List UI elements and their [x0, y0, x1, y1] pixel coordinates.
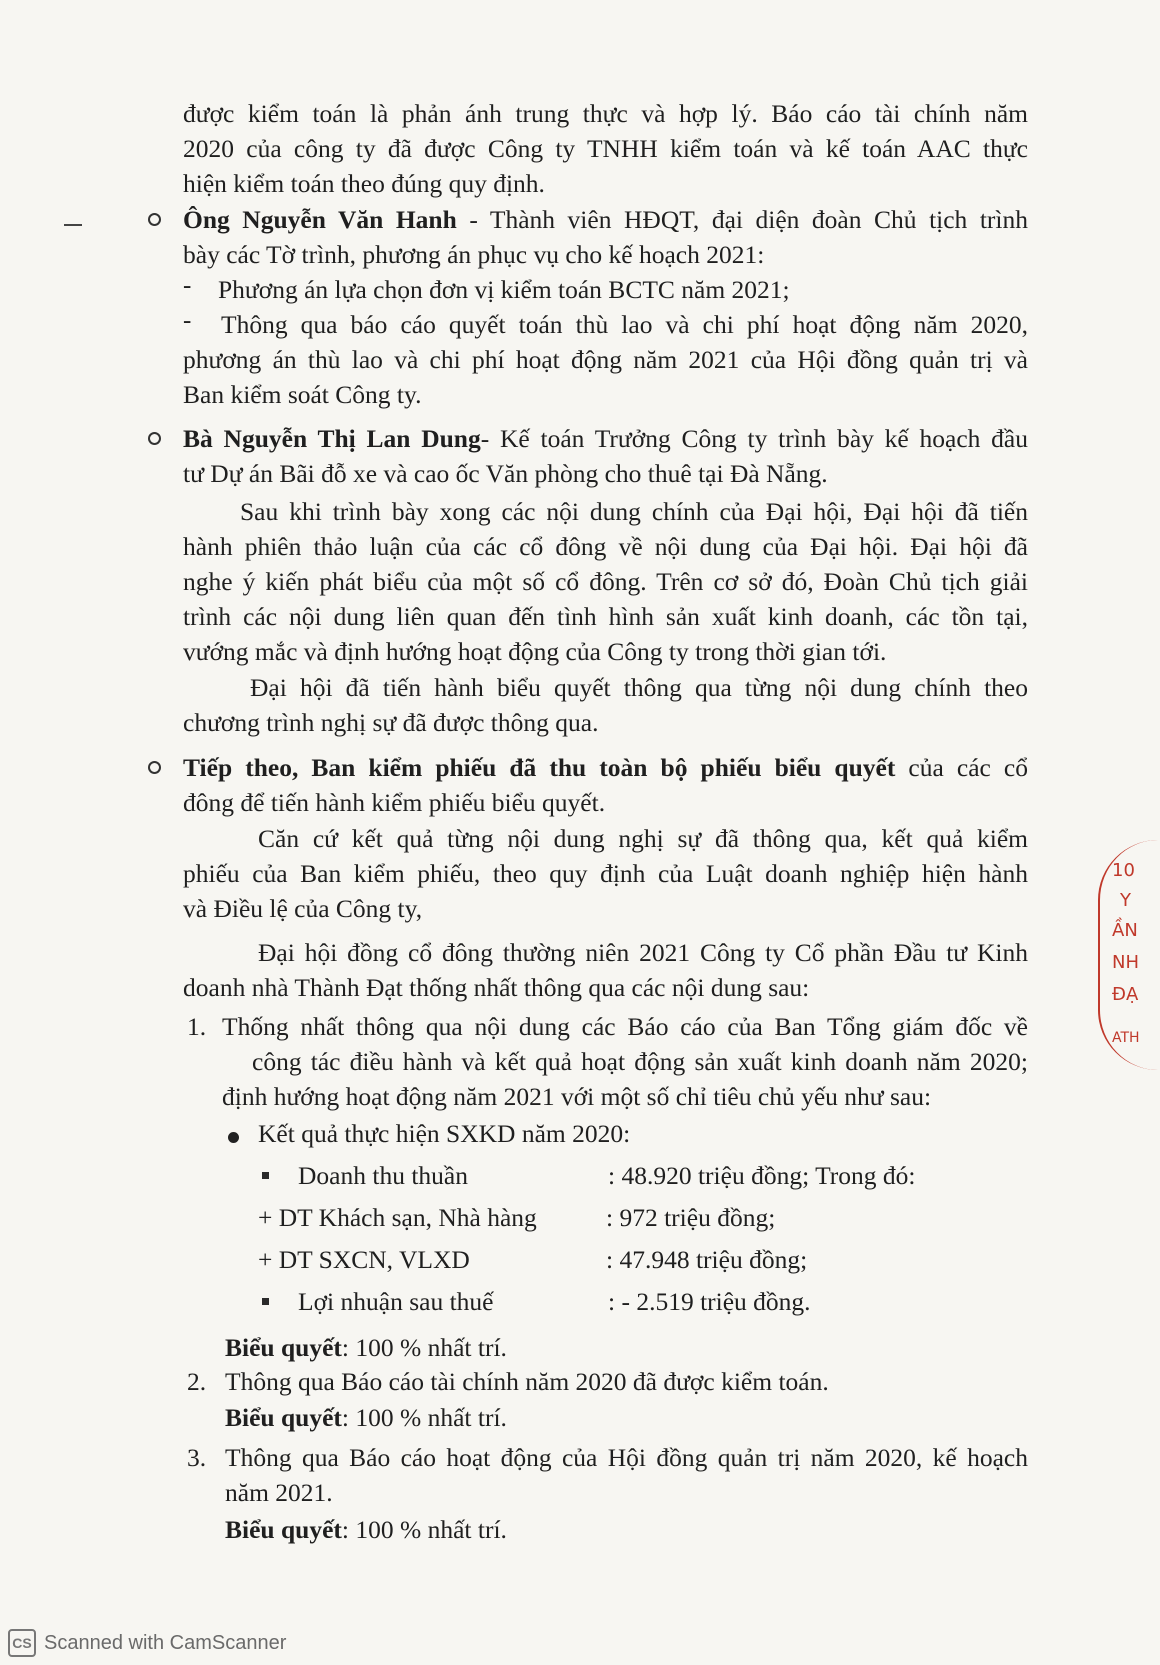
bullet-icon [148, 761, 161, 774]
vote-label: Biểu quyết [225, 1403, 342, 1432]
paragraph-line: Đại hội đã tiến hành biểu quyết thông qua từng nội dung chính theo [250, 673, 1028, 702]
vote-result [225, 1330, 507, 1365]
square-bullet-icon [262, 1298, 269, 1305]
dash-item: Thông qua báo cáo quyết toán thù lao và chi phí hoạt động năm 2020, [221, 310, 1028, 339]
vote-text: : 100 % nhất trí. [341, 1515, 507, 1544]
paragraph-line: Ban kiểm soát Công ty. [183, 380, 422, 409]
bullet-icon [148, 432, 161, 445]
results-heading: Kết quả thực hiện SXKD năm 2020: [258, 1119, 631, 1148]
seal-text: 10 [1112, 860, 1135, 881]
vote-result [225, 1400, 507, 1435]
vote-text: : 100 % nhất trí. [341, 1403, 507, 1432]
vote-label: Biểu quyết [225, 1333, 342, 1362]
speaker-name: Bà Nguyễn Thị Lan Dung [183, 424, 481, 453]
paragraph-line: 2020 của công ty đã được Công ty TNHH kiểm toán và kế toán AAC thực [183, 134, 1028, 163]
result-label: Lợi nhuận sau thuế [298, 1287, 494, 1316]
bullet-rest: của các cổ [895, 753, 1028, 782]
paragraph-line: nghe ý kiến phát biểu của một số cổ đông. Trên cơ sở đó, Đoàn Chủ tịch giải [183, 567, 1028, 596]
item-number: 1. [187, 1012, 207, 1041]
margin-mark [64, 224, 82, 226]
result-value: : 972 triệu đồng; [606, 1203, 776, 1232]
scanner-text: Scanned with CamScanner [44, 1631, 287, 1654]
bullet-line [183, 421, 1028, 456]
bullet-line [183, 202, 1028, 237]
paragraph-line: phương án thù lao và chi phí hoạt động năm 2021 của Hội đồng quản trị và [183, 345, 1028, 374]
speaker-role: - Kế toán Trưởng Công ty trình bày kế hoạch đầu [480, 424, 1028, 453]
paragraph-line: và Điều lệ của Công ty, [183, 894, 423, 923]
dash-icon: - [183, 307, 192, 334]
bullet-icon [148, 213, 161, 226]
item-line: Thông qua Báo cáo tài chính năm 2020 đã được kiểm toán. [225, 1367, 829, 1396]
result-label: Doanh thu thuần [298, 1161, 468, 1190]
item-line: Thống nhất thông qua nội dung các Báo cáo của Ban Tổng giám đốc về [222, 1012, 1028, 1041]
paragraph-line: đông để tiến hành kiểm phiếu biểu quyết. [183, 788, 606, 817]
scanner-watermark [8, 1628, 286, 1658]
vote-text: : 100 % nhất trí. [341, 1333, 507, 1362]
paragraph-line: Đại hội đồng cổ đông thường niên 2021 Công ty Cổ phần Đầu tư Kinh [258, 938, 1028, 967]
paragraph-line: chương trình nghị sự đã được thông qua. [183, 708, 599, 737]
result-value: : 48.920 triệu đồng; Trong đó: [608, 1161, 916, 1190]
item-line: công tác điều hành và kết quả hoạt động sản xuất kinh doanh năm 2020; [252, 1047, 1028, 1076]
seal-text: NH [1112, 952, 1139, 973]
dash-item: Phương án lựa chọn đơn vị kiểm toán BCTC năm 2021; [218, 275, 790, 304]
seal-text: ĐẠ [1112, 984, 1139, 1005]
item-line: định hướng hoạt động năm 2021 với một số chỉ tiêu chủ yếu như sau: [222, 1082, 932, 1111]
bold-lead: Tiếp theo, Ban kiểm phiếu đã thu toàn bộ phiếu biểu quyết [183, 753, 896, 782]
camscanner-logo-icon: CS [8, 1629, 36, 1657]
seal-text: ATH [1112, 1030, 1140, 1046]
seal-text: Y [1120, 890, 1131, 911]
square-bullet-icon [262, 1172, 269, 1179]
company-seal [1098, 840, 1160, 1070]
result-value: : - 2.519 triệu đồng. [608, 1287, 811, 1316]
paragraph-line: doanh nhà Thành Đạt thống nhất thông qua các nội dung sau: [183, 973, 810, 1002]
result-label: + DT SXCN, VLXD [258, 1245, 470, 1274]
paragraph-line: tư Dự án Bãi đỗ xe và cao ốc Văn phòng cho thuê tại Đà Nẵng. [183, 459, 828, 488]
dash-icon: - [183, 272, 192, 299]
result-label: + DT Khách sạn, Nhà hàng [258, 1203, 537, 1232]
paragraph-line: Căn cứ kết quả từng nội dung nghị sự đã thông qua, kết quả kiểm [258, 824, 1028, 853]
vote-label: Biểu quyết [225, 1515, 342, 1544]
paragraph-line: bày các Tờ trình, phương án phục vụ cho kế hoạch 2021: [183, 240, 765, 269]
item-line: năm 2021. [225, 1478, 333, 1507]
paragraph-line: được kiểm toán là phản ánh trung thực và hợp lý. Báo cáo tài chính năm [183, 99, 1028, 128]
item-number: 2. [187, 1367, 207, 1396]
result-value: : 47.948 triệu đồng; [606, 1245, 808, 1274]
paragraph-line: hành phiên thảo luận của các cổ đông về nội dung của Đại hội. Đại hội đã [183, 532, 1028, 561]
speaker-role: - Thành viên HĐQT, đại diện đoàn Chủ tịch trình [456, 205, 1028, 234]
speaker-name: Ông Nguyễn Văn Hanh [183, 205, 457, 234]
bullet-line [183, 750, 1028, 785]
item-line: Thông qua Báo cáo hoạt động của Hội đồng quản trị năm 2020, kế hoạch [225, 1443, 1028, 1472]
vote-result [225, 1512, 507, 1547]
seal-text: ẦN [1112, 920, 1138, 941]
paragraph-line: Sau khi trình bày xong các nội dung chính của Đại hội, Đại hội đã tiến [240, 497, 1028, 526]
bullet-icon [228, 1132, 239, 1143]
item-number: 3. [187, 1443, 207, 1472]
paragraph-line: vướng mắc và định hướng hoạt động của Công ty trong thời gian tới. [183, 637, 887, 666]
paragraph-line: trình các nội dung liên quan đến tình hình sản xuất kinh doanh, các tồn tại, [183, 602, 1028, 631]
paragraph-line: hiện kiểm toán theo đúng quy định. [183, 169, 545, 198]
paragraph-line: phiếu của Ban kiểm phiếu, theo quy định của Luật doanh nghiệp hiện hành [183, 859, 1028, 888]
